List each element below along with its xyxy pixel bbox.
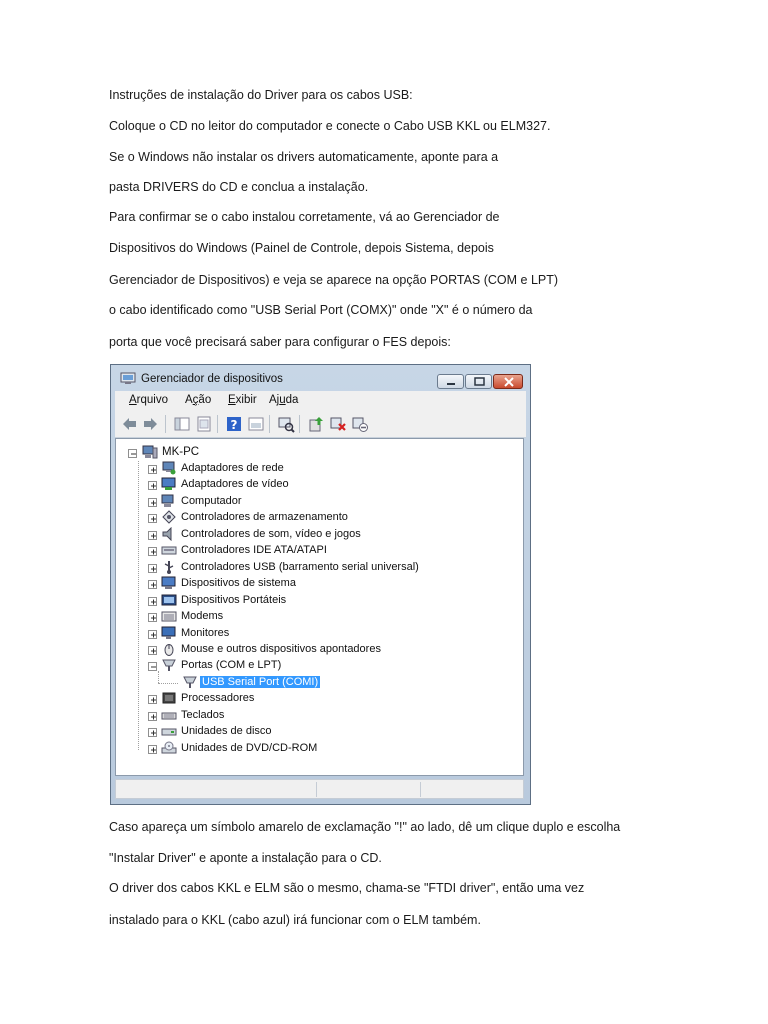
tree-category-item[interactable] bbox=[148, 494, 468, 510]
portable-device-icon bbox=[161, 593, 177, 607]
tree-category-item[interactable] bbox=[148, 658, 468, 674]
status-bar bbox=[115, 779, 524, 799]
close-button[interactable] bbox=[493, 374, 523, 389]
tree-category-label: Controladores de armazenamento bbox=[181, 511, 348, 523]
paragraph: pasta DRIVERS do CD e conclua a instalação. bbox=[109, 180, 369, 194]
tree-root[interactable] bbox=[128, 445, 508, 461]
tree-category-label: Monitores bbox=[181, 627, 230, 639]
usb-icon bbox=[161, 560, 177, 574]
device-manager-icon bbox=[120, 372, 136, 385]
paragraph: "Instalar Driver" e aponte a instalação para o CD. bbox=[109, 851, 382, 865]
expand-icon[interactable] bbox=[148, 630, 157, 639]
maximize-button[interactable] bbox=[465, 374, 492, 389]
tree-category-item[interactable] bbox=[148, 576, 468, 592]
window-title: Gerenciador de dispositivos bbox=[141, 373, 283, 385]
expand-icon[interactable] bbox=[148, 481, 157, 490]
tree-category-item[interactable] bbox=[148, 708, 468, 724]
tree-category-label: Computador bbox=[181, 495, 242, 507]
tree-category-item[interactable] bbox=[148, 626, 468, 642]
tree-category-label: Dispositivos Portáteis bbox=[181, 594, 287, 606]
maximize-icon bbox=[466, 375, 493, 390]
expand-icon[interactable] bbox=[148, 564, 157, 573]
tree-category-item[interactable] bbox=[148, 609, 468, 625]
minimize-button[interactable] bbox=[437, 374, 464, 389]
device-manager-window bbox=[110, 364, 531, 805]
expand-icon[interactable] bbox=[148, 514, 157, 523]
expand-icon[interactable] bbox=[148, 597, 157, 606]
tree-category-label: Unidades de DVD/CD-ROM bbox=[181, 742, 318, 754]
storage-controller-icon bbox=[161, 510, 177, 524]
expand-icon[interactable] bbox=[148, 498, 157, 507]
paragraph: Dispositivos do Windows (Painel de Controle, depois Sistema, depois bbox=[109, 241, 494, 255]
tree-root-label: MK-PC bbox=[162, 446, 200, 458]
scan-hardware-icon[interactable] bbox=[277, 415, 295, 433]
keyboard-icon bbox=[161, 708, 177, 722]
tree-category-item[interactable] bbox=[148, 691, 468, 707]
tree-category-label: Controladores de som, vídeo e jogos bbox=[181, 528, 361, 540]
update-driver-icon[interactable] bbox=[307, 415, 325, 433]
tree-category-label: Controladores USB (barramento serial universal) bbox=[181, 561, 419, 573]
modem-icon bbox=[161, 609, 177, 623]
view-icon[interactable] bbox=[247, 415, 265, 433]
mouse-icon bbox=[161, 642, 177, 656]
ide-controller-icon bbox=[161, 543, 177, 557]
expand-icon[interactable] bbox=[148, 728, 157, 737]
expand-icon[interactable] bbox=[148, 547, 157, 556]
tree-category-item[interactable] bbox=[148, 593, 468, 609]
tree-category-item[interactable] bbox=[148, 741, 468, 757]
tree-category-label: Mouse e outros dispositivos apontadores bbox=[181, 643, 381, 655]
back-arrow-icon[interactable] bbox=[121, 415, 139, 433]
tree-category-item[interactable] bbox=[148, 543, 468, 559]
tree-category-label: Processadores bbox=[181, 692, 255, 704]
toolbar-separator bbox=[217, 415, 218, 433]
tree-category-item[interactable] bbox=[148, 724, 468, 740]
dvd-drive-icon bbox=[161, 741, 177, 755]
tree-category-item[interactable] bbox=[148, 527, 468, 543]
menu-ajuda[interactable]: Ajuda bbox=[269, 394, 299, 406]
computer-icon bbox=[142, 445, 158, 459]
toolbar-separator bbox=[269, 415, 270, 433]
expand-icon[interactable] bbox=[148, 465, 157, 474]
status-divider bbox=[316, 782, 317, 797]
close-icon bbox=[494, 375, 524, 390]
tree-category-label: Adaptadores de rede bbox=[181, 462, 284, 474]
menu-bar bbox=[115, 391, 526, 412]
tree-guide-line bbox=[158, 683, 178, 684]
paragraph: instalado para o KKL (cabo azul) irá funcionar com o ELM também. bbox=[109, 913, 481, 927]
minimize-icon bbox=[438, 375, 465, 390]
expand-icon[interactable] bbox=[148, 580, 157, 589]
collapse-icon[interactable] bbox=[128, 449, 137, 458]
network-adapter-icon bbox=[161, 461, 177, 475]
device-tree[interactable] bbox=[115, 438, 524, 776]
console-tree-icon[interactable] bbox=[173, 415, 191, 433]
menu-acao[interactable]: Ação bbox=[185, 394, 212, 406]
computer-icon bbox=[161, 494, 177, 508]
expand-icon[interactable] bbox=[148, 646, 157, 655]
monitor-icon bbox=[161, 626, 177, 640]
system-device-icon bbox=[161, 576, 177, 590]
tree-category-label: Dispositivos de sistema bbox=[181, 577, 296, 589]
uninstall-icon[interactable] bbox=[329, 415, 347, 433]
tree-item-usb-serial-port[interactable] bbox=[182, 675, 402, 691]
tree-category-label: Unidades de disco bbox=[181, 725, 272, 737]
expand-icon[interactable] bbox=[148, 613, 157, 622]
paragraph: Instruções de instalação do Driver para os cabos USB: bbox=[109, 88, 413, 102]
collapse-icon[interactable] bbox=[148, 662, 157, 671]
processor-icon bbox=[161, 691, 177, 705]
tree-guide-line bbox=[138, 461, 139, 750]
title-bar[interactable] bbox=[111, 365, 530, 391]
tree-category-label: Modems bbox=[181, 610, 224, 622]
expand-icon[interactable] bbox=[148, 531, 157, 540]
paragraph: Gerenciador de Dispositivos) e veja se aparece na opção PORTAS (COM e LPT) bbox=[109, 273, 559, 287]
tree-category-label: Adaptadores de vídeo bbox=[181, 478, 289, 490]
expand-icon[interactable] bbox=[148, 695, 157, 704]
properties-icon[interactable] bbox=[195, 415, 213, 433]
paragraph: O driver dos cabos KKL e ELM são o mesmo, chama-se "FTDI driver", então uma vez bbox=[109, 881, 585, 895]
forward-arrow-icon[interactable] bbox=[141, 415, 159, 433]
menu-exibir[interactable]: Exibir bbox=[228, 394, 257, 406]
toolbar bbox=[115, 411, 526, 438]
sound-icon bbox=[161, 527, 177, 541]
toolbar-separator bbox=[299, 415, 300, 433]
tree-category-item[interactable] bbox=[148, 642, 468, 658]
tree-item-label: USB Serial Port (COMI) bbox=[202, 676, 319, 688]
expand-icon[interactable] bbox=[148, 712, 157, 721]
disk-drive-icon bbox=[161, 724, 177, 738]
expand-icon[interactable] bbox=[148, 745, 157, 754]
menu-arquivo[interactable]: Arquivo bbox=[129, 394, 168, 406]
svg-text:?: ? bbox=[230, 418, 238, 432]
paragraph: Para confirmar se o cabo instalou corretamente, vá ao Gerenciador de bbox=[109, 210, 500, 224]
paragraph: porta que você precisará saber para configurar o FES depois: bbox=[109, 335, 451, 349]
tree-category-item[interactable] bbox=[148, 510, 468, 526]
port-icon bbox=[161, 658, 177, 672]
paragraph: o cabo identificado como "USB Serial Port (COMX)" onde "X" é o número da bbox=[109, 303, 533, 317]
disable-icon[interactable] bbox=[351, 415, 369, 433]
tree-category-label: Portas (COM e LPT) bbox=[181, 659, 282, 671]
tree-category-item[interactable] bbox=[148, 560, 468, 576]
tree-category-label: Controladores IDE ATA/ATAPI bbox=[181, 544, 327, 556]
toolbar-separator bbox=[165, 415, 166, 433]
display-adapter-icon bbox=[161, 477, 177, 491]
serial-port-icon bbox=[182, 675, 198, 689]
status-divider bbox=[420, 782, 421, 797]
paragraph: Coloque o CD no leitor do computador e conecte o Cabo USB KKL ou ELM327. bbox=[109, 119, 551, 133]
tree-category-item[interactable] bbox=[148, 461, 468, 477]
tree-category-label: Teclados bbox=[181, 709, 225, 721]
paragraph: Se o Windows não instalar os drivers automaticamente, aponte para a bbox=[109, 150, 499, 164]
help-icon[interactable] bbox=[225, 415, 243, 433]
paragraph: Caso apareça um símbolo amarelo de exclamação "!" ao lado, dê um clique duplo e escolha bbox=[109, 820, 621, 834]
tree-category-item[interactable] bbox=[148, 477, 468, 493]
